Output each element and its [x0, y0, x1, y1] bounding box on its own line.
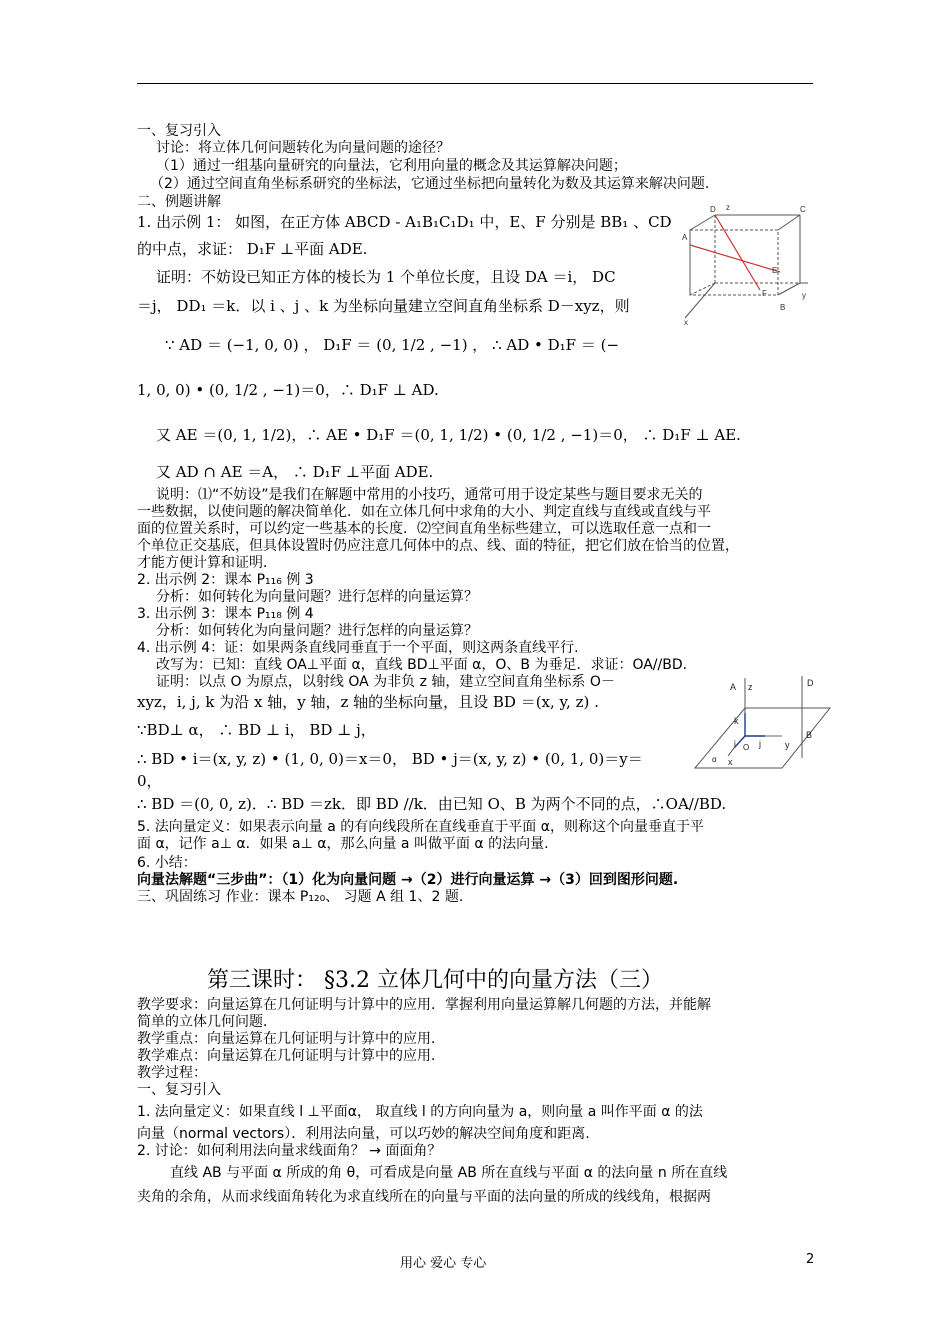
label-D: D — [807, 678, 814, 688]
method-1-line: （1）通过一组基向量研究的向量法，它利用向量的概念及其运算解决问题； — [156, 158, 627, 174]
label-x: x — [684, 318, 688, 327]
label-z: z — [726, 203, 730, 212]
discussion-angle: 2. 讨论：如何利用法向量求线面角？ → 面面角？ — [137, 1143, 442, 1159]
example-1-line: 1. 出示例 1： 如图，在正方体 ABCD - A₁B₁C₁D₁ 中，E、F 分别是 BB₁ 、CD — [137, 213, 672, 231]
label-y: y — [785, 740, 790, 750]
normal-vector-def-1: 5. 法向量定义：如果表示向量 a 的有向线段所在直线垂直于平面 α，则称这个向量垂直于平 — [137, 819, 704, 835]
example-2: 2. 出示例 2：课本 P₁₁₆ 例 3 — [137, 572, 314, 588]
example-4-proof-1: 证明：以点 O 为原点，以射线 OA 为非负 z 轴，建立空间直角坐标系 O－ — [156, 674, 615, 690]
header-rule — [137, 83, 813, 84]
teaching-requirements-1: 教学要求：向量运算在几何证明与计算中的应用．掌握利用向量运算解几何题的方法，并能解 — [137, 997, 711, 1013]
proof-vectors: ∵ AD ＝ (−1, 0, 0) ， D₁F ＝ (0, 1/2 , −1) ， ∴ AD • D₁F ＝ (− — [165, 336, 620, 354]
analysis-2: 分析：如何转化为向量问题？进行怎样的向量运算？ — [156, 589, 478, 605]
label-j: j — [759, 739, 761, 749]
label-k: k — [734, 716, 739, 726]
section-practice: 三、巩固练习 作业：课本 P₁₂₀、 习题 A 组 1、2 题. — [137, 889, 464, 905]
proof-conclusion: 又 AD ∩ AE ＝A， ∴ D₁F ⊥平面 ADE. — [156, 463, 434, 481]
proof-dot-2: 又 AE ＝(0, 1, 1/2)，∴ AE • D₁F ＝(0, 1, 1/2) • (0, 1/2 , −1)＝0， ∴ D₁F ⊥ AE. — [156, 426, 741, 444]
label-D: D — [710, 205, 716, 214]
label-O: O — [743, 743, 750, 752]
label-F: F — [762, 289, 767, 298]
label-B: B — [806, 730, 813, 740]
teaching-requirements-2: 简单的立体几何问题． — [137, 1014, 277, 1030]
example-4-restated: 改写为：已知：直线 OA⊥平面 α，直线 BD⊥平面 α，O、B 为垂足．求证：OA//BD. — [156, 657, 688, 673]
lesson-title: 第三课时： §3.2 立体几何中的向量方法（三） — [207, 968, 663, 993]
example-4-proof-4: ∴ BD • i＝(x, y, z) • (1, 0, 0)＝x＝0， BD • j＝(x, y, z) • (0, 1, 0)＝y＝ — [137, 750, 643, 768]
summary-heading: 6. 小结： — [137, 855, 197, 871]
teaching-difficulty: 教学难点：向量运算在几何证明与计算中的应用． — [137, 1048, 445, 1064]
note-2: 一些数据，以使问题的解决简单化．如在立体几何中求角的大小、判定直线与直线或直线与平 — [137, 504, 711, 520]
analysis-3: 分析：如何转化为向量问题？进行怎样的向量运算？ — [156, 623, 478, 639]
example-4-proof-6: ∴ BD ＝(0, 0, z)．∴ BD ＝zk．即 BD //k．由已知 O、B 为两个不同的点，∴OA//BD. — [137, 795, 727, 813]
section-review: 一、复习引入 — [137, 123, 221, 139]
label-A: A — [682, 233, 688, 242]
label-x: x — [728, 757, 733, 767]
note-5: 才能方便计算和证明． — [137, 555, 277, 571]
label-i: i — [734, 739, 736, 748]
teaching-process: 教学过程： — [137, 1065, 207, 1081]
footer-motto: 用心 爱心 专心 — [400, 1256, 487, 1271]
plane-figure — [690, 668, 835, 776]
summary-steps: 向量法解题“三步曲”：（1）化为向量问题 →（2）进行向量运算 →（3）回到图形问题. — [137, 872, 679, 888]
cube-figure — [680, 200, 812, 328]
example-4-proof-5: 0， — [137, 772, 162, 790]
example-4-proof-3: ∵BD⊥ α， ∴ BD ⊥ i， BD ⊥ j， — [137, 721, 376, 739]
example-3: 3. 出示例 3：课本 P₁₁₈ 例 4 — [137, 606, 314, 622]
note-4: 个单位正交基底，但具体设置时仍应注意几何体中的点、线、面的特征，把它们放在恰当的位置， — [137, 538, 739, 554]
example-4-proof-2: xyz，i, j, k 为沿 x 轴，y 轴，z 轴的坐标向量，且设 BD ＝(x, y, z) . — [137, 693, 599, 711]
note-1: 说明：⑴“不妨设”是我们在解题中常用的小技巧，通常可用于设定某些与题目要求无关的 — [156, 487, 703, 503]
normal-vector-def-2: 面 α，记作 a⊥ α．如果 a⊥ α，那么向量 a 叫做平面 α 的法向量. — [137, 836, 549, 852]
label-C: C — [800, 205, 806, 214]
section-examples: 二、例题讲解 — [137, 194, 221, 210]
label-y: y — [802, 291, 806, 300]
proof-setup-2: ＝j， DD₁ ＝k．以 i 、j 、k 为坐标向量建立空间直角坐标系 D－xyz，则 — [137, 297, 630, 315]
example-4: 4. 出示例 4：证：如果两条直线同垂直于一个平面，则这两条直线平行. — [137, 640, 579, 656]
review-heading: 一、复习引入 — [137, 1082, 221, 1098]
discussion-line: 讨论：将立体几何问题转化为向量问题的途径？ — [156, 140, 450, 156]
normal-def-1: 1. 法向量定义：如果直线 l ⊥平面α， 取直线 l 的方向向量为 a，则向量 a 叫作平面 α 的法 — [137, 1104, 703, 1120]
label-B: B — [780, 303, 786, 312]
line-plane-angle-2: 夹角的余角，从而求线面角转化为求直线所在的向量与平面的法向量的所成的线线角，根据两 — [137, 1189, 711, 1205]
page-number: 2 — [806, 1252, 815, 1267]
normal-def-2: 向量（normal vectors）．利用法向量，可以巧妙的解决空间角度和距离. — [137, 1126, 590, 1142]
method-2-line: （2）通过空间直角坐标系研究的坐标法，它通过坐标把向量转化为数及其运算来解决问题. — [150, 176, 710, 192]
example-1-goal: 的中点，求证： D₁F ⊥平面 ADE. — [137, 240, 368, 258]
teaching-focus: 教学重点：向量运算在几何证明与计算中的应用． — [137, 1031, 445, 1047]
note-3: 面的位置关系时，可以约定一些基本的长度．⑵空间直角坐标些建立，可以选取任意一点和一 — [137, 521, 711, 537]
line-plane-angle-1: 直线 AB 与平面 α 所成的角 θ，可看成是向量 AB 所在直线与平面 α 的法向量 n 所在直线 — [170, 1165, 728, 1181]
label-A: A — [730, 682, 737, 692]
label-alpha: α — [712, 755, 717, 764]
label-E: E — [772, 266, 778, 275]
proof-dot-1: 1, 0, 0) • (0, 1/2 , −1)＝0，∴ D₁F ⊥ AD. — [137, 381, 439, 399]
label-z: z — [748, 682, 753, 692]
proof-setup-1: 证明：不妨设已知正方体的棱长为 1 个单位长度，且设 DA ＝i， DC — [156, 268, 616, 286]
